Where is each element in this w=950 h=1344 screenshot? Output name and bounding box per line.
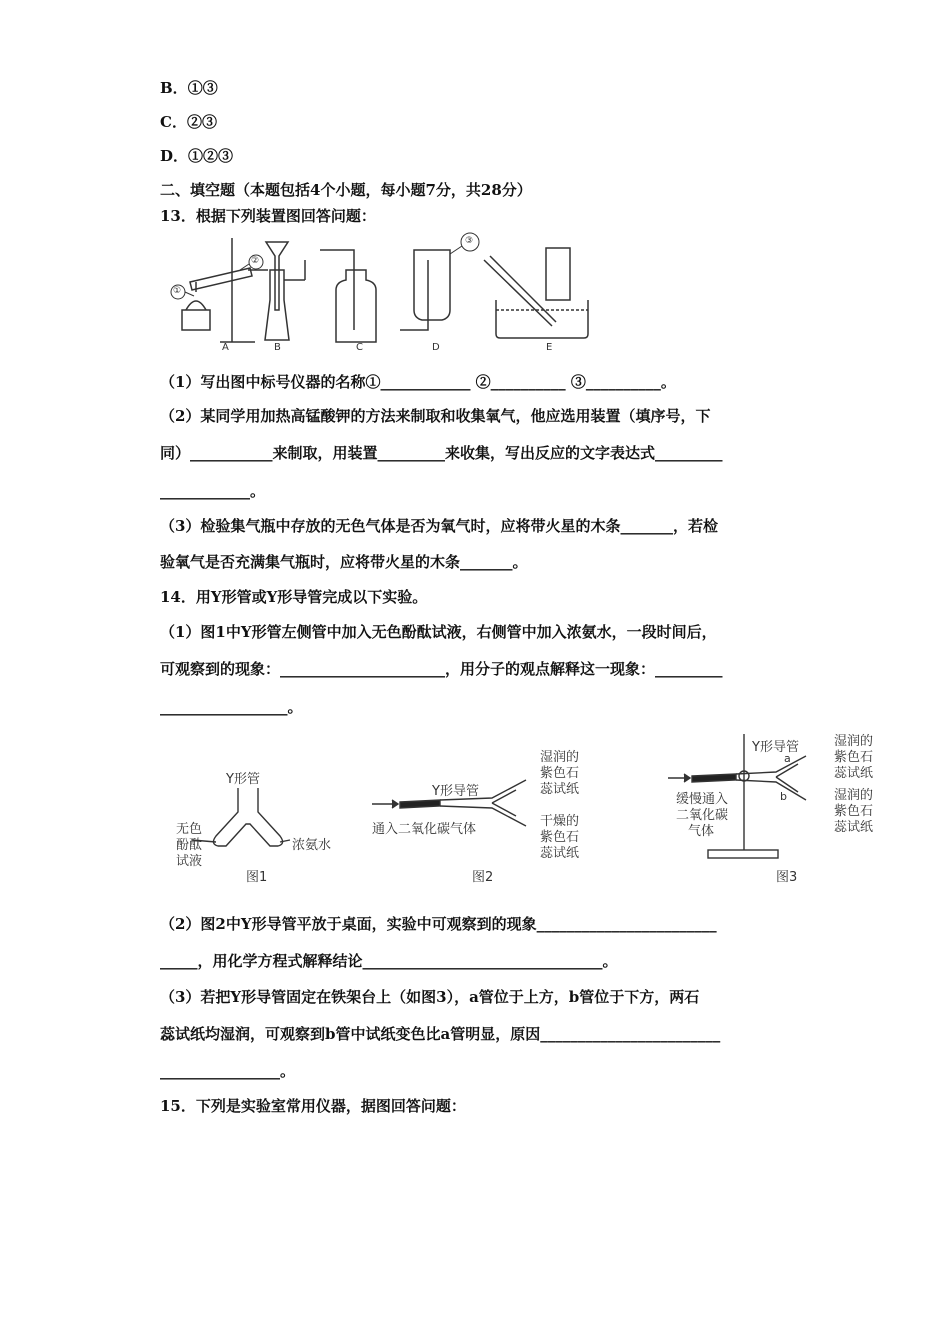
fig3-b: b — [780, 790, 787, 803]
fig1-title: Y形管 — [226, 772, 260, 787]
q15-title: 15．下列是实验室常用仪器，据图回答问题： — [160, 1097, 466, 1115]
q13-apparatus-figure — [160, 230, 590, 360]
fig3-top2: 紫色石 — [834, 750, 874, 765]
q13-line4: ____________。 — [160, 482, 266, 500]
q14-line7: 蕊试纸均湿润，可观察到b管中试纸变色比a管明显，原因________________________ — [160, 1025, 721, 1043]
fig2-gas: 通入二氧化碳气体 — [372, 822, 477, 837]
label-e: E — [546, 342, 553, 353]
fig3-caption: 图3 — [776, 870, 798, 885]
q14-line3: _________________。 — [160, 698, 303, 716]
q14-line2: 可观察到的现象：______________________，用分子的观点解释这一现象：_________ — [160, 660, 723, 678]
fig2-bot2: 紫色石 — [540, 830, 580, 845]
fig1-right: 浓氨水 — [292, 838, 332, 853]
fig1-left3: 试液 — [176, 854, 203, 869]
fig3-top3: 蕊试纸 — [834, 766, 874, 781]
q13-line1: （1）写出图中标号仪器的名称①____________ ②__________ ③__________。 — [160, 373, 676, 391]
q13-line2: （2）某同学用加热高锰酸钾的方法来制取和收集氧气，他应选用装置（填序号，下 — [160, 407, 711, 425]
q14-title: 14．用Y形管或Y形导管完成以下实验。 — [160, 588, 428, 606]
q13-title: 13．根据下列装置图回答问题： — [160, 207, 376, 225]
marker-2: ② — [251, 256, 260, 266]
fig2-top3: 蕊试纸 — [540, 782, 580, 797]
figure-3 — [666, 730, 896, 884]
fig3-tube: Y形导管 — [752, 740, 799, 755]
option-b: B．①③ — [160, 79, 218, 97]
option-d: D．①②③ — [160, 147, 234, 165]
fig3-bot2: 紫色石 — [834, 804, 874, 819]
q13-line6: 验氧气是否充满集气瓶时，应将带火星的木条_______。 — [160, 553, 528, 571]
q13-line3: 同）___________来制取，用装置_________来收集，写出反应的文字表达式_________ — [160, 444, 723, 462]
fig2-tube: Y形导管 — [432, 784, 479, 799]
fig3-gas1: 缓慢通入 — [676, 792, 729, 807]
label-b: B — [274, 342, 281, 353]
section-heading: 二、填空题（本题包括4个小题，每小题7分，共28分） — [160, 181, 532, 199]
q14-line4: （2）图2中Y形导管平放于桌面，实验中可观察到的现象________________________ — [160, 915, 717, 933]
option-c: C．②③ — [160, 113, 217, 131]
fig1-left2: 酚酞 — [176, 838, 203, 853]
label-d: D — [432, 342, 440, 353]
fig1-caption: 图1 — [246, 870, 268, 885]
fig3-gas2: 二氧化碳 — [676, 808, 729, 823]
fig2-top1: 湿润的 — [540, 750, 580, 765]
fig2-bot1: 干燥的 — [540, 814, 580, 829]
fig2-caption: 图2 — [472, 870, 494, 885]
q14-line1: （1）图1中Y形管左侧管中加入无色酚酞试液，右侧管中加入浓氨水，一段时间后， — [160, 623, 717, 641]
marker-3: ③ — [465, 236, 474, 246]
figure-2 — [370, 740, 620, 884]
marker-1: ① — [173, 286, 182, 296]
q13-line5: （3）检验集气瓶中存放的无色气体是否为氧气时，应将带火星的木条_______，若检 — [160, 517, 718, 535]
q14-line5: _____，用化学方程式解释结论________________________________。 — [160, 952, 618, 970]
fig3-gas3: 气体 — [688, 824, 715, 839]
q14-line6: （3）若把Y形导管固定在铁架台上（如图3），a管位于上方，b管位于下方，两石 — [160, 988, 700, 1006]
label-c: C — [356, 342, 363, 353]
fig3-a: a — [784, 752, 791, 765]
fig2-top2: 紫色石 — [540, 766, 580, 781]
fig3-bot3: 蕊试纸 — [834, 820, 874, 835]
fig1-left1: 无色 — [176, 822, 203, 837]
label-a: A — [222, 342, 229, 353]
figure-1 — [170, 764, 350, 884]
fig2-bot3: 蕊试纸 — [540, 846, 580, 861]
q14-line8: ________________。 — [160, 1062, 296, 1080]
fig3-bot1: 湿润的 — [834, 788, 874, 803]
fig3-top1: 湿润的 — [834, 734, 874, 749]
